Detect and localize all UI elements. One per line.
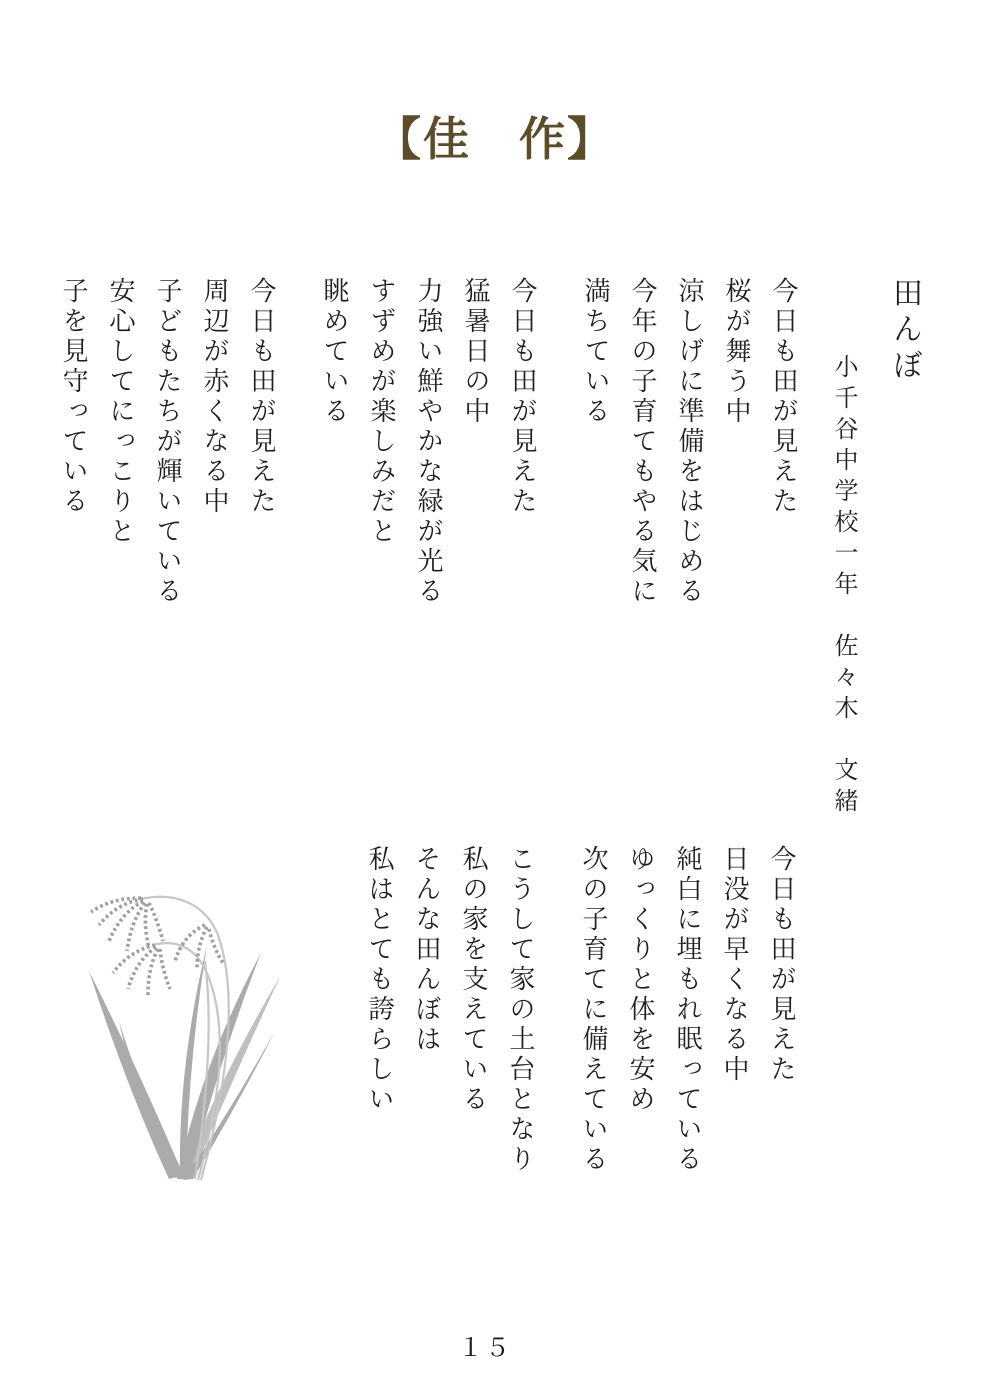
poem-author: 小千谷中学校一年 佐々木 文緒 [830,354,856,819]
poem-line: 満ちている [581,277,610,427]
poem-line: 涼しげに準備をはじめる [675,277,704,607]
poem-line: 桜が舞う中 [722,277,751,427]
poem-line: 私はとても誇らしい [365,845,394,1115]
rice-plant-icon [85,883,297,1183]
poem-line: 次の子育てに備えている [579,845,608,1175]
poem-line: すずめが楽しみだと [367,277,396,547]
poem-line: 私の家を支えている [459,845,488,1115]
poem-line: こうして家の土台となり [506,845,535,1175]
poem-line: 安心してにっこりと [106,277,135,547]
stanza-2 [311,277,546,897]
rice-plant-leaves [89,945,275,1180]
poem-upper-block [50,277,921,897]
poem-line: 今日も田が見えた [767,845,796,1085]
poem-line: ゆっくりと体を安め [626,845,655,1115]
poem-line: 猛暑日の中 [461,277,490,427]
poem-line: 純白に埋もれ眠っている [673,845,702,1175]
stanza-5 [356,845,544,1225]
poem-line: 今日も田が見えた [508,277,537,517]
section-title: 【佳 作】 [375,114,615,165]
poem-line: 眺めている [320,277,349,427]
poem-line: 子どもたちが輝いている [153,277,182,607]
poem-line: 力強い鮮やかな緑が光る [414,277,443,607]
stanza-3 [50,277,285,897]
stanza-4 [570,845,805,1225]
stanza-1 [572,277,807,897]
poem-title: 田んぼ [888,277,921,385]
poem-line: 周辺が赤くなる中 [200,277,229,517]
poem-line: そんな田んぼは [412,845,441,1055]
poem-lower-block [356,845,805,1225]
poem-line: 子を見守っている [59,277,88,517]
page-number: １５ [457,1333,512,1362]
poem-line: 今日も田が見えた [247,277,276,517]
rice-plant-leaves-back [125,975,281,1179]
poem-line: 今年の子育てもやる気に [628,277,657,607]
poem-line: 日没が早くなる中 [720,845,749,1085]
poem-line: 今日も田が見えた [769,277,798,517]
